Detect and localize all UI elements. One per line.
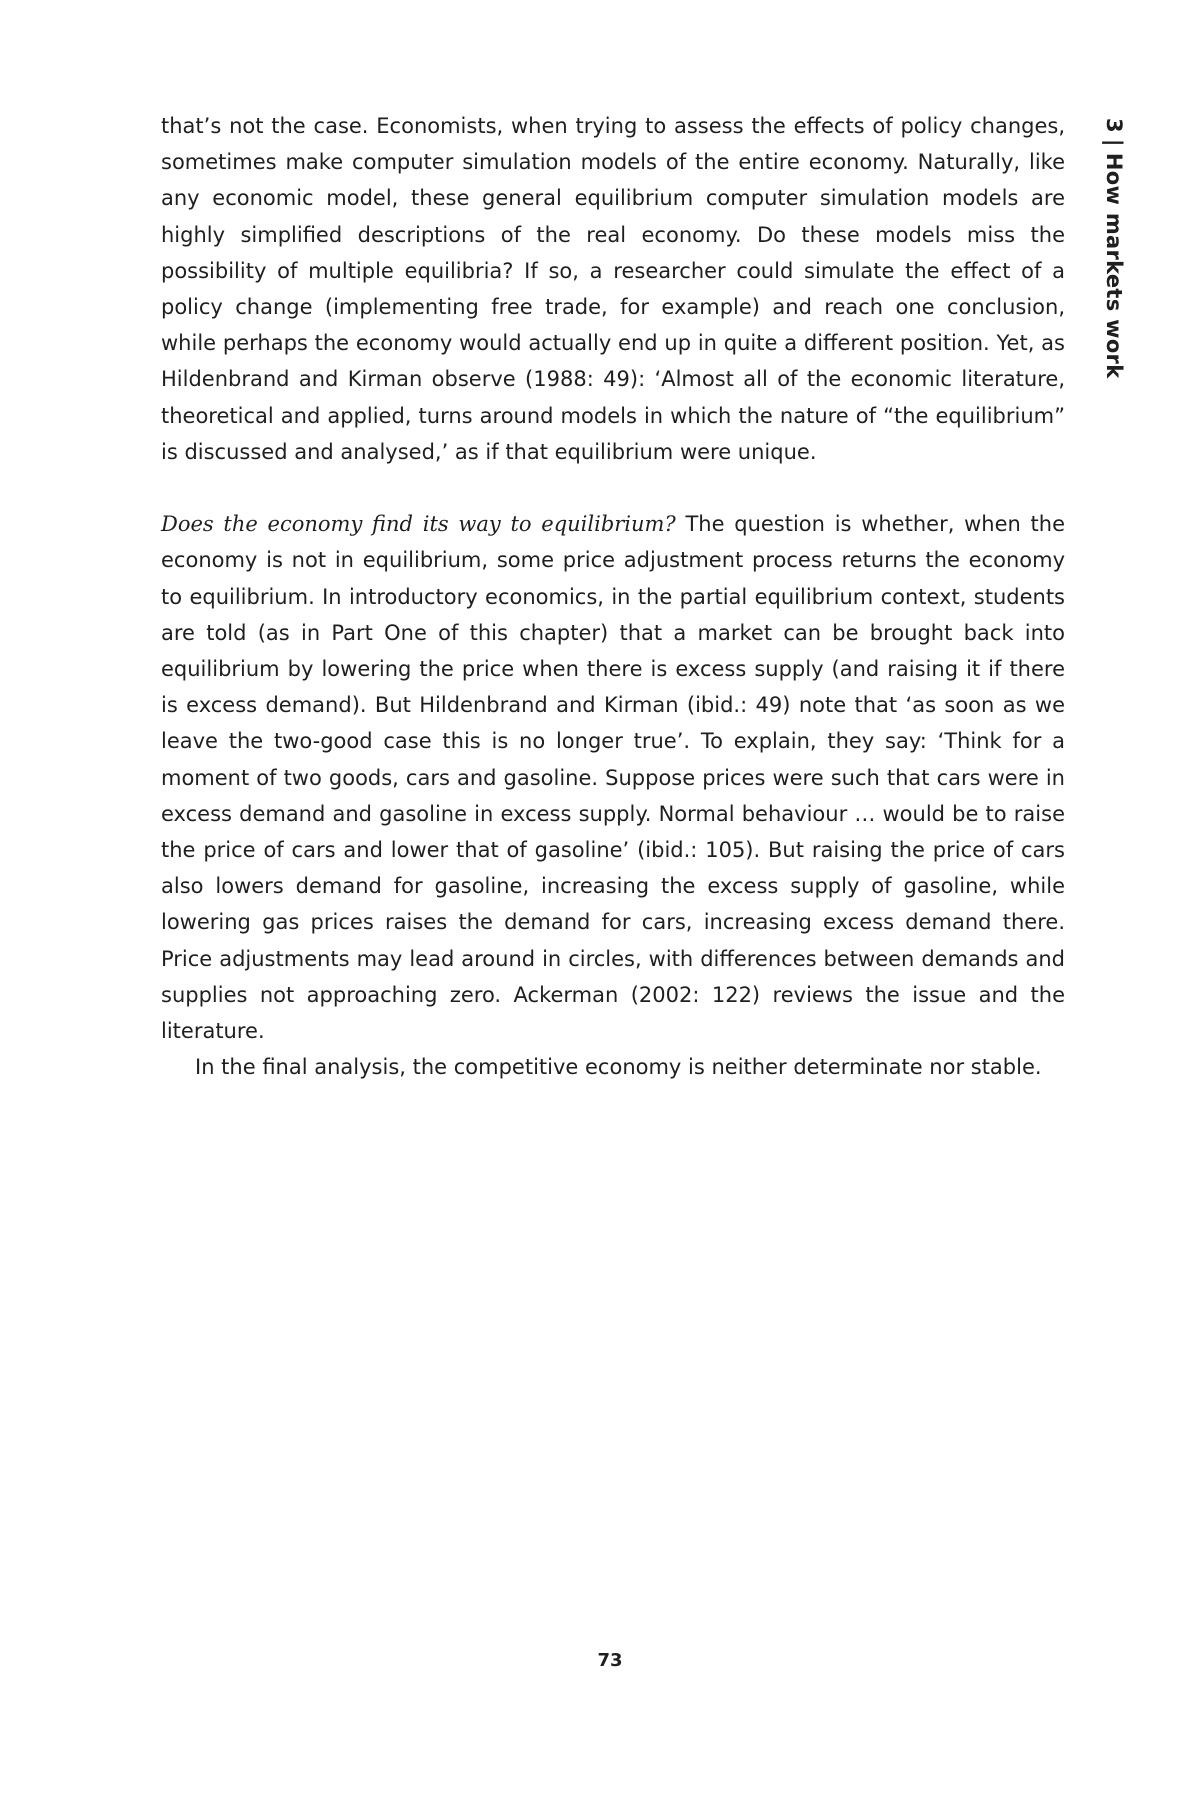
page-number: 73: [597, 1650, 623, 1671]
body-text: [161, 108, 1065, 1085]
chapter-title: How markets work: [1102, 152, 1126, 379]
paragraph-continued: that’s not the case. Economists, when trying to assess the effects of policy changes, sometimes make computer simulation models of the entire economy. Naturally, like any economic model, these general equilibrium computer simulation models are highly simplified descriptions of the real economy. Do these models miss the possibility of multiple equilibria? If so, a researcher could simulate the effect of a policy change (implementing free trade, for example) and reach one conclusion, while perhaps the economy would actually end up in quite a different position. Yet, as Hildenbrand and Kirman observe (1988: 49): ‘Almost all of the economic literature, theoretical and applied, turns around models in which the nature of “the equilibrium” is discussed and analysed,’ as if that equilibrium were unique.: [161, 114, 1065, 464]
running-head: [1102, 118, 1126, 378]
running-head-separator: |: [1102, 138, 1126, 147]
paragraph-final-analysis: In the final analysis, the competitive economy is neither determinate nor stable.: [195, 1055, 1042, 1080]
paragraph-body: The question is whether, when the economy is not in equilibrium, some price adjustment process returns the economy to equilibrium. In introductory economics, in the partial equilibrium context, students are told (as in Part One of this chapter) that a market can be brought back into equilibrium by lowering the price when there is excess supply (and raising it if there is excess demand). But Hildenbrand and Kirman (ibid.: 49) note that ‘as soon as we leave the two-good case this is no longer true’. To explain, they say: ‘Think for a moment of two goods, cars and gasoline. Suppose prices were such that cars were in excess demand and gasoline in excess supply. Normal behaviour … would be to raise the price of cars and lower that of gasoline’ (ibid.: 105). But raising the price of cars also lowers demand for gasoline, increasing the excess supply of gasoline, while lowering gas prices raises the demand for cars, increasing excess demand there. Price adjustments may lead around in circles, with differences between demands and supplies not approaching zero. Ackerman (2002: 122) reviews the issue and the literature.: [161, 512, 1066, 1044]
paragraph-equilibrium-question: [161, 506, 1065, 1049]
paragraph-lead-in: Does the economy find its way to equilibrium?: [161, 512, 676, 537]
chapter-number: 3: [1102, 118, 1126, 133]
